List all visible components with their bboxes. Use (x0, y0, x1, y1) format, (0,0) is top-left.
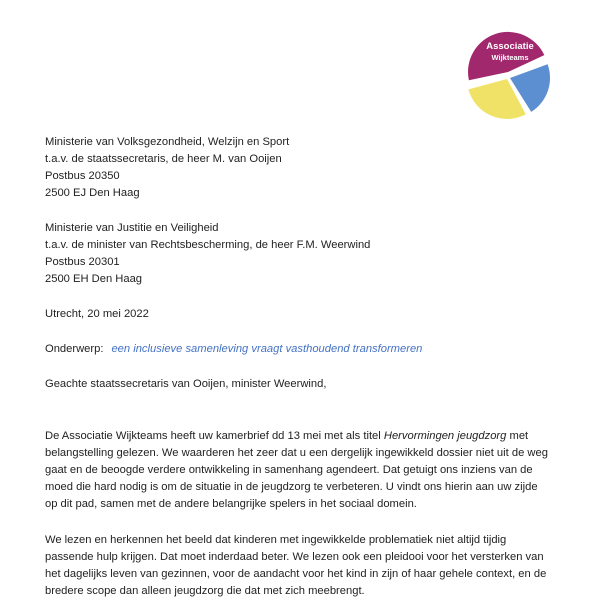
paragraph-1 (45, 428, 548, 513)
place-date-text: Utrecht, 20 mei 2022 (45, 308, 149, 320)
letter-title-reference: Hervormingen jeugdzorg (383, 430, 507, 442)
paragraph-text: met (506, 430, 529, 442)
paragraph-line: op dit pad, samen met de andere belangrijke spelers in het sociaal domein. (45, 498, 417, 510)
logo-text-associatie: Associatie (486, 41, 534, 52)
paragraph-2 (45, 532, 546, 600)
salutation (45, 376, 326, 393)
paragraph-line: belangstelling gelezen. We waarderen het zeer dat u een dergelijk ingewikkeld dossier niet uit de weg (45, 447, 548, 459)
recipient-address-1 (45, 134, 289, 202)
recipient-postbus: Postbus 20350 (45, 170, 120, 182)
paragraph-text: De Associatie Wijkteams heeft uw kamerbrief dd 13 mei met als titel (45, 430, 384, 442)
paragraph-line: bredere scope dan alleen jeugdzorg die dat met zich meebrengt. (45, 585, 365, 597)
subject-row (45, 341, 422, 358)
recipient-address-2 (45, 220, 370, 288)
logo-text-wijkteams: Wijkteams (491, 53, 529, 62)
recipient-postcode-city: 2500 EJ Den Haag (45, 187, 140, 199)
recipient-attention: t.a.v. de minister van Rechtsbescherming, de heer F.M. Weerwind (45, 239, 371, 251)
paragraph-line: passende hulp krijgen. Dat moet inderdaad beter. We lezen ook een pleidooi voor het versterken van (45, 551, 544, 563)
recipient-organisation: Ministerie van Justitie en Veiligheid (45, 222, 219, 234)
salutation-text: Geachte staatssecretaris van Ooijen, minister Weerwind, (45, 378, 327, 390)
recipient-attention: t.a.v. de staatssecretaris, de heer M. van Ooijen (45, 153, 282, 165)
subject-text: een inclusieve samenleving vraagt vasthoudend transformeren (111, 343, 423, 355)
paragraph-line: moed die hard nodig is om de situatie in de jeugdzorg te verbeteren. U vindt ons hierin aan uw zijde (45, 481, 538, 493)
subject-line (45, 341, 422, 358)
paragraph-line: het dagelijks leven van gezinnen, voor de aandacht voor het kind in zijn of haar gehele context, en de (45, 568, 547, 580)
recipient-postcode-city: 2500 EH Den Haag (45, 273, 143, 285)
paragraph-line: gaat en de beoogde verdere ontwikkeling in samenhang agendeert. Dat getuigt ons inziens van de (45, 464, 533, 476)
paragraph-line (45, 428, 548, 445)
recipient-postbus: Postbus 20301 (45, 256, 120, 268)
paragraph-line: We lezen en herkennen het beeld dat kinderen met ingewikkelde problematiek niet altijd tijdig (45, 534, 507, 546)
associatie-wijkteams-logo (463, 30, 553, 126)
recipient-organisation: Ministerie van Volksgezondheid, Welzijn en Sport (45, 136, 290, 148)
place-date (45, 306, 149, 323)
subject-label: Onderwerp: (45, 343, 104, 355)
